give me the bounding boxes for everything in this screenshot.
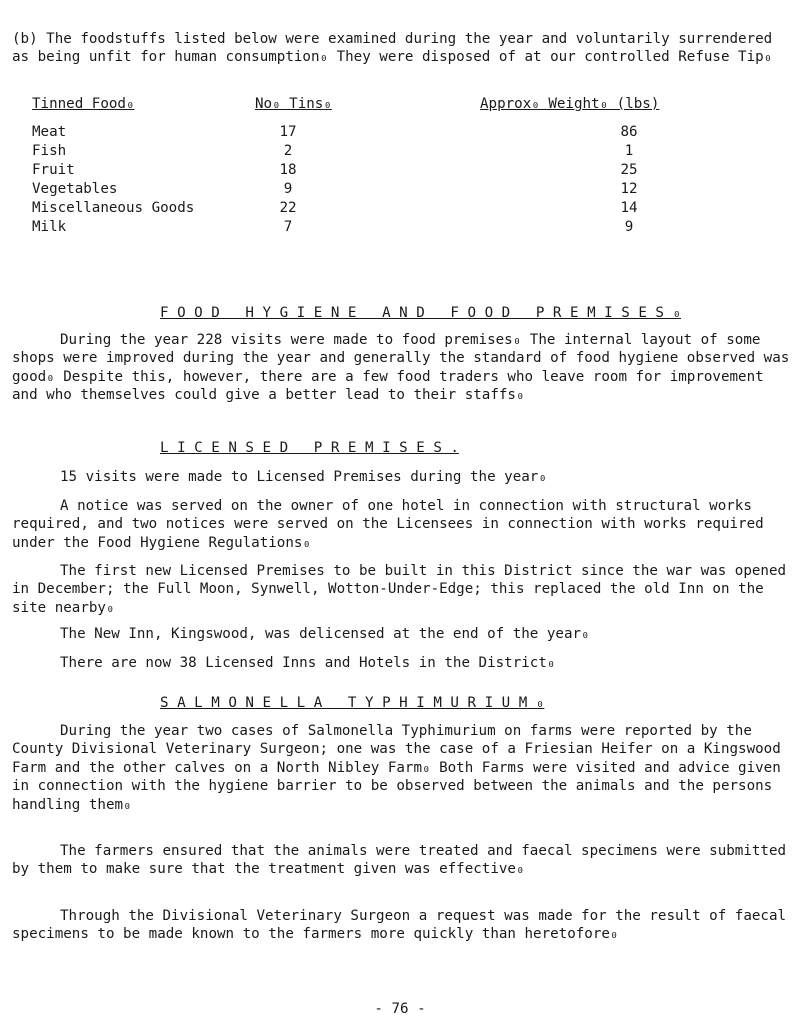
food-hygiene-heading: F O O D H Y G I E N E A N D F O O D P R E M I S E S ₀ [160,305,682,321]
row-weight: 14 [620,200,638,216]
row-weight: 86 [620,124,638,140]
table-row [32,180,732,199]
row-item: Meat [32,124,67,140]
licensed-delicensed-paragraph: The New Inn, Kingswood, was delicensed at the end of the year₀ [60,626,590,642]
row-item: Vegetables [32,181,118,197]
licensed-new-premises-paragraph: The first new Licensed Premises to be built in this District since the war was opened in December; the Full Moon, Synwell, Wotton-Under-Edge; this replaced the old Inn on the site nearby₀ [12,563,787,616]
header-tinned-food: Tinned Food₀ [32,96,135,112]
row-weight: 12 [620,181,638,197]
salmonella-request-paragraph: Through the Divisional Veterinary Surgeon a request was made for the result of faecal specimens to be made known to the farmers more quickly than heretofore₀ [12,908,787,943]
table-row [32,142,732,161]
row-tins: 2 [283,143,293,159]
row-item: Milk [32,219,67,235]
table-row [32,161,732,180]
table-row [32,199,732,218]
row-weight: 1 [624,143,634,159]
licensed-visits-paragraph: 15 visits were made to Licensed Premises during the year₀ [60,469,547,485]
intro-paragraph: (b) The foodstuffs listed below were examined during the year and voluntarily surrendered as being unfit for human consumption₀ They were disposed of at our controlled Refuse Tip₀ [12,31,773,66]
licensed-notice-paragraph: A notice was served on the owner of one hotel in connection with structural works required, and two notices were served on the Licensees in connection with works required under the Food Hygiene Regulations₀ [12,498,764,551]
row-item: Fruit [32,162,75,178]
row-weight: 25 [620,162,638,178]
licensed-premises-heading: L I C E N S E D P R E M I S E S . [160,440,459,456]
salmonella-cases-paragraph: During the year two cases of Salmonella Typhimurium on farms were reported by the County Divisional Veterinary Surgeon; one was the case of a Friesian Heifer on a Kingswood Farm and the other calves on a North Nibley Farm₀ Both Farms were visited and advice given in connection with the hygiene barrier to be observed between the animals and the persons handling them₀ [12,723,781,813]
table-row [32,123,732,142]
row-tins: 18 [279,162,297,178]
salmonella-heading: S A L M O N E L L A T Y P H I M U R I U M ₀ [160,695,545,711]
row-tins: 22 [279,200,297,216]
header-no-tins: No₀ Tins₀ [255,96,332,112]
salmonella-treatment-paragraph: The farmers ensured that the animals were treated and faecal specimens were submitted by them to make sure that the treatment given was effective₀ [12,843,787,878]
table-row [32,218,732,237]
row-item: Miscellaneous Goods [32,200,195,216]
row-tins: 9 [283,181,293,197]
row-tins: 17 [279,124,297,140]
food-hygiene-paragraph: During the year 228 visits were made to food premises₀ The internal layout of some shops were improved during the year and generally the standard of food hygiene observed was good₀ Despite this, however, there are a few food traders who leave room for improvement and who themselves could give a better lead to their staffs₀ [12,332,790,404]
row-tins: 7 [283,219,293,235]
row-weight: 9 [624,219,634,235]
page-number: - 76 - [374,1001,426,1017]
header-approx-weight: Approx₀ Weight₀ (lbs) [480,96,660,112]
licensed-count-paragraph: There are now 38 Licensed Inns and Hotels in the District₀ [60,655,556,671]
row-item: Fish [32,143,67,159]
